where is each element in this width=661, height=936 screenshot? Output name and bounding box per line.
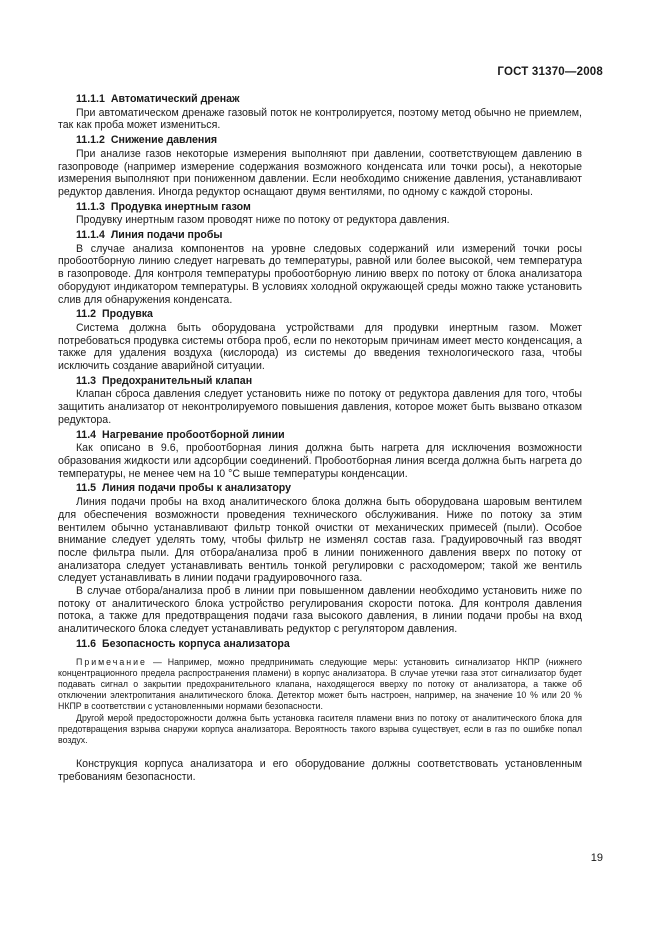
- note-text-2: Другой мерой предосторожности должна быть установка гасителя пламени вниз по потоку от аналитического блока для предотвращения взрыва снаружи корпуса анализатора. Вероятность такого взрыва существует, если в газ по ошибке попал воздух.: [58, 712, 582, 745]
- section-heading-11-1-2: [58, 134, 582, 147]
- paragraph: В случае отбора/анализа проб в линии при повышенном давлении необходимо установить ниже по потоку от аналитического блока устройство регулирования скорости потока. Для контроля давления потока, а также для предотвращения подачи газа высокого давления, в линии подачи пробы на вход аналитического блока следует устанавливать редуктор с регулятором давления.: [58, 585, 582, 636]
- section-number: 11.2: [76, 308, 97, 321]
- section-number: 11.1.2: [76, 134, 105, 147]
- paragraph: При анализе газов некоторые измерения выполняют при давлении, соответствующем давлению в газопроводе (например измерение содержания возможного конденсата или точки росы), а некоторые измерения выполняют при пониженном давлении. Если необходимо снижение давления, устанавливают редуктор давления. Иногда редуктор оснащают двумя вентилями, по одному с каждой стороны.: [58, 147, 582, 198]
- paragraph: При автоматическом дренаже газовый поток не контролируется, поэтому метод обычно не приемлем, так как проба может измениться.: [58, 106, 582, 132]
- note-label: Примечание: [76, 656, 147, 667]
- section-heading-11-6: [58, 638, 582, 651]
- section-heading-11-2: [58, 308, 582, 321]
- section-heading-11-1-3: [58, 201, 582, 214]
- section-number: 11.1.1: [76, 93, 105, 105]
- note: [58, 657, 582, 713]
- page-number: 19: [590, 852, 603, 864]
- note-text: — Например, можно предпринимать следующие меры: установить сигнализатор НКПР (нижнего концентрационного предела распространения пламени) в корпус анализатора. В случае утечки газа этот сигнализатор будет подавать сигнал о закрытии предохранительного клапана, находящегося вверху по потоку от анализатора, а также об отключении электропитания аналитического блока. Детектор может быть настроен, например, на значение 10 % или 20 % НКПР в соответствии с установленными нормами безопасности.: [58, 656, 582, 712]
- paragraph: Продувку инертным газом проводят ниже по потоку от редуктора давления.: [76, 214, 450, 227]
- section-heading-11-5: [58, 482, 582, 495]
- paragraph: Конструкция корпуса анализатора и его оборудование должны соответствовать установленным требованиям безопасности.: [58, 758, 582, 783]
- section-title: Снижение давления: [110, 134, 218, 147]
- section-number: 11.5: [76, 482, 97, 495]
- paragraph: Клапан сброса давления следует установить ниже по потоку от редуктора давления для того, чтобы защитить анализатор от неконтролируемого повышения давления, которое может быть вызвано отказом редуктора.: [58, 388, 582, 426]
- paragraph: Как описано в 9.6, пробоотборная линия должна быть нагрета для исключения возможности образования жидкости или адсорбции соединений. Пробоотборная линия всегда должна быть нагрета до температуры, не менее чем на 10 °С выше температуры конденсации.: [58, 442, 582, 480]
- section-number: 11.4: [76, 428, 97, 441]
- section-heading-11-1-1: [58, 93, 582, 106]
- section-title: Предохранительный клапан: [102, 374, 253, 387]
- section-title: Безопасность корпуса анализатора: [102, 637, 290, 650]
- section-title: Нагревание пробоотборной линии: [102, 428, 285, 441]
- paragraph: Линия подачи пробы на вход аналитического блока должна быть оборудована шаровым вентилем для обеспечения возможности проведения технического обслуживания. Ниже по потоку за этим вентилем обычно устанавливают фильтр тонкой очистки от механических примесей (пыли). Особое внимание следует уделять тому, чтобы фильтр не изменял состав газа. Градуировочный газ вводят после фильтра пыли. Для отбора/анализа проб в линии пониженного давления вверх по потоку от анализатора следует устанавливать вентиль тонкой регулировки с расходомером; такой же вентиль следует устанавливать в линии подачи градуировочного газа.: [58, 496, 582, 585]
- section-number: 11.1.4: [76, 229, 105, 242]
- section-number: 11.6: [76, 637, 97, 650]
- paragraph: В случае анализа компонентов на уровне следовых содержаний или измерений точки росы пробоотборную линию следует нагревать до температуры, равной или более высокой, чем температура в газопроводе. Для контроля температуры пробоотборную линию вверх по потоку от блока анализатора оборудуют индикатором температуры. В условиях холодной окружающей среды можно также установить слив для обнаружения конденсата.: [58, 242, 582, 306]
- section-title: Линия подачи пробы к анализатору: [102, 482, 292, 495]
- section-number: 11.1.3: [76, 200, 105, 213]
- section-title: Линия подачи пробы: [110, 229, 223, 242]
- document-body: [58, 91, 582, 784]
- standard-header: ГОСТ 31370—2008: [497, 66, 603, 78]
- section-number: 11.3: [76, 374, 97, 387]
- paragraph: Система должна быть оборудована устройствами для продувки инертным газом. Может потребоваться продувка системы отбора проб, если по некоторым причинам имеет место конденсация, а также для удаления воздуха (кислорода) из системы до введения технологического газа, чтобы исключить создание аварийной ситуации.: [58, 321, 582, 373]
- section-title: Автоматический дренаж: [110, 93, 240, 105]
- section-heading-11-3: [58, 375, 582, 388]
- section-title: Продувка: [102, 308, 153, 321]
- section-heading-11-1-4: [58, 229, 582, 242]
- section-heading-11-4: [58, 429, 582, 442]
- section-title: Продувка инертным газом: [110, 200, 251, 213]
